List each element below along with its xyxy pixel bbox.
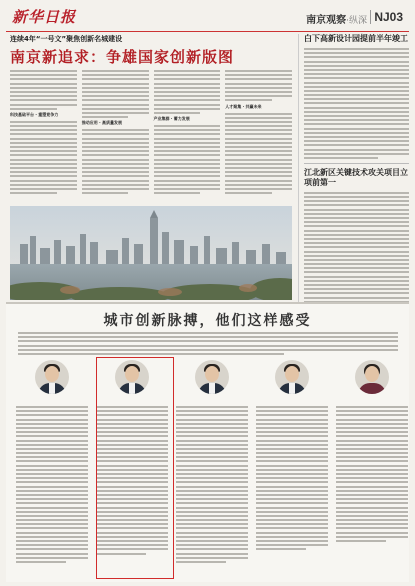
- avatar: [35, 360, 69, 394]
- interviewees: [12, 360, 404, 580]
- feature-intro: [18, 332, 398, 357]
- skyline-illustration: [10, 206, 292, 300]
- section-subtitle: ·纵深: [346, 16, 367, 26]
- side-story-1-title: 白下高新设计园提前半年竣工: [304, 34, 408, 43]
- interviewee-3: [176, 360, 248, 565]
- lead-story: [10, 34, 292, 196]
- page-number: NJ03: [370, 10, 403, 24]
- avatar: [275, 360, 309, 394]
- lead-column-1: [10, 70, 77, 196]
- feature-title: 城市创新脉搏，他们这样感受: [103, 313, 312, 329]
- lead-subhead-1: 科技基础平台 · 重塑竞争力: [10, 111, 59, 117]
- lead-headline: 南京新追求：争雄国家创新版图: [10, 48, 235, 66]
- newspaper-logo: 新华日报: [12, 8, 77, 26]
- interviewee-5: [336, 360, 408, 544]
- interviewee-4: [256, 360, 328, 553]
- lead-subhead-3: 产业集群 · 蓄力发展: [153, 116, 190, 122]
- interviewee-1: [16, 360, 88, 565]
- city-skyline-photo: [10, 206, 292, 300]
- lead-column-2: [82, 70, 149, 196]
- side-story-2-title: 江北新区关键技术攻关项目立项前第一: [304, 167, 408, 187]
- masthead: [6, 4, 409, 32]
- avatar: [355, 360, 389, 394]
- lead-column-3: [154, 70, 221, 196]
- lead-column-4: [225, 70, 292, 196]
- side-divider: [304, 163, 409, 164]
- lead-subhead-4: 人才聚集 · 共赢未来: [225, 103, 262, 109]
- avatar: [195, 360, 229, 394]
- section-title: 南京观察: [306, 15, 347, 26]
- lead-kicker: 连续4年“一号文”聚焦创新名城建设: [10, 35, 123, 43]
- lead-subhead-2: 推动应用 · 高质量发展: [81, 120, 123, 126]
- feature-section: [6, 302, 409, 582]
- section-name: [306, 11, 367, 26]
- highlight-box: [96, 357, 174, 579]
- right-column: [298, 34, 409, 326]
- lead-body-columns: [10, 70, 292, 196]
